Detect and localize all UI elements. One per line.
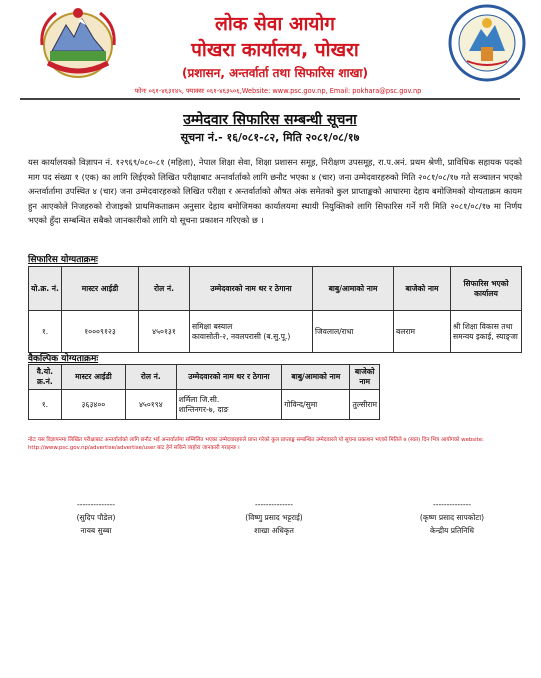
psc-seal-logo bbox=[447, 3, 527, 83]
column-header: रोल नं. bbox=[126, 365, 177, 390]
notice-number: सूचना नं.- १६/०८१-८२, मिति २०८१/०८/१७ bbox=[180, 131, 360, 144]
signature-line: -------------- bbox=[77, 500, 115, 509]
signatory-name: (कृष्ण प्रसाद सापकोटा) bbox=[419, 513, 485, 522]
merit-list-title: सिफारिस योग्यताक्रमः bbox=[28, 255, 98, 265]
office-cell: श्री शिक्षा विकास तथा समन्वय इकाई, स्याङ्जा bbox=[451, 311, 522, 353]
column-header: उम्मेदवारको नाम थर र ठेगाना bbox=[190, 267, 313, 311]
candidate-cell bbox=[176, 390, 282, 420]
signatory-title: केन्द्रीय प्रतिनिधि bbox=[430, 526, 474, 535]
column-header: बाजेको नाम bbox=[394, 267, 451, 311]
signatory-title: शाखा अधिकृत bbox=[254, 526, 294, 535]
signatory-name: (विष्णु प्रसाद भट्टराई) bbox=[245, 513, 303, 522]
org-name: लोक सेवा आयोग bbox=[214, 13, 335, 35]
notice-title: उम्मेदवार सिफारिस सम्बन्धी सूचना bbox=[183, 112, 357, 128]
division-name: (प्रशासन, अन्तर्वार्ता तथा सिफारिस शाखा) bbox=[181, 66, 369, 80]
merit-list-table bbox=[28, 266, 522, 353]
candidate-address: शान्तिनगर-७, दाङ bbox=[178, 404, 229, 414]
column-header: मास्टर आईडी bbox=[61, 365, 125, 390]
column-header: रोल नं. bbox=[139, 267, 190, 311]
grandfather-cell: तुल्सीराम bbox=[350, 390, 380, 420]
alternate-list-table bbox=[28, 364, 380, 420]
roll-cell: ४५०१३१ bbox=[139, 311, 190, 353]
signature-block bbox=[36, 498, 156, 537]
column-header: उम्मेदवारको नाम थर र ठेगाना bbox=[176, 365, 282, 390]
signature-block bbox=[392, 498, 512, 537]
grandfather-cell: बलराम bbox=[394, 311, 451, 353]
serial-cell: १. bbox=[29, 311, 62, 353]
alternate-list-title: वैकल्पिक योग्यताक्रमः bbox=[28, 354, 99, 364]
signatory-name: (सुदिप पौडेल) bbox=[76, 513, 116, 522]
column-header: बाबु/आमाको नाम bbox=[313, 267, 394, 311]
office-name: पोखरा कार्यालय, पोखरा bbox=[191, 39, 359, 61]
table-row bbox=[29, 390, 380, 420]
column-header: सिफारिस भएको कार्यालय bbox=[451, 267, 522, 311]
candidate-name: शर्मिला जि.सी. bbox=[178, 394, 220, 404]
nepal-emblem-logo bbox=[38, 5, 118, 81]
master-id-cell: १०००९१२३ bbox=[62, 311, 139, 353]
column-header: वै.यो. क्र.नं. bbox=[29, 365, 62, 390]
column-header: यो.क्र. नं. bbox=[29, 267, 62, 311]
column-header: बाजेको नाम bbox=[350, 365, 380, 390]
parents-cell: जिवलाल/राधा bbox=[313, 311, 394, 353]
candidate-address: कावासोती-२, नवलपरासी (ब.सु.पू.) bbox=[192, 331, 291, 341]
candidate-name: समिक्षा बस्याल bbox=[192, 321, 233, 331]
serial-cell: १. bbox=[29, 390, 62, 420]
roll-cell: ४५०१९४ bbox=[126, 390, 177, 420]
contact-info: फोनः ०६१-४६३१४५, फ्याक्सः ०६१-४६३५०६,Website: www.psc.gov.np, Email: pokhara@psc.gov.np bbox=[134, 87, 422, 95]
candidate-cell bbox=[190, 311, 313, 353]
signature-line: -------------- bbox=[255, 500, 293, 509]
signature-block bbox=[214, 498, 334, 537]
parents-cell: गोविन्द/सुमा bbox=[282, 390, 350, 420]
signature-line: -------------- bbox=[433, 500, 471, 509]
master-id-cell: ३६३४०० bbox=[61, 390, 125, 420]
column-header: मास्टर आईडी bbox=[62, 267, 139, 311]
column-header: बाबु/आमाको नाम bbox=[282, 365, 350, 390]
signatory-title: नायब सुब्बा bbox=[80, 526, 112, 535]
table-row bbox=[29, 311, 522, 353]
header-divider bbox=[20, 98, 520, 100]
footnote: नोटः यस विज्ञापनमा लिखित परीक्षाबाट अन्तर्वार्ताको लागि छनौट भई अन्तर्वार्तामा सम्मिलित भएका उम्मेदवारहरुले प्राप्त गरेको कुल प्राप्ताङ्क सम्बन्धित उम्मेदवारले यो सूचना प्रकाशन भएको मितिले ७ (सात) दिन भित्र आयोगको website: http://www.psc.gov.np/advertise/advertise/user बाट हेर्न सकिने व्यहोरा जानकारी गराइन्छ । bbox=[28, 437, 484, 451]
notice-body: यस कार्यालयको विज्ञापन नं. १२९६९/०८०-८१ (महिला), नेपाल शिक्षा सेवा, शिक्षा प्रशासन समूह, निरीक्षण उपसमूह, रा.प.अनं. प्रथम श्रेणी, प्राविधिक सहायक पदको माग पद संख्या १ (एक) का लागि लिईएको लिखित परीक्षाबाट अन्तर्वार्ताको लागि छनौट भएका ४ (चार) जना उम्मेदवारहरुको मिति २०८१/०८/१७ गते सञ्चालन भएको अन्तर्वार्तामा उपस्थित ४ (चार) जना उम्मेदवारहरुको लिखित परीक्षा र अन्तर्वार्ताको औषत अंक समेतको कुल प्राप्ताङ्कको आधारमा देहाय बमोजिमको योग्यताक्रम कायम हुन आएकोले निजहरुको रोजाइको प्राथमिकताक्रम अनुसार देहाय बमोजिमका कार्यालयमा स्थायी नियुक्तिको लागि सिफारिस गर्ने गरी मिति २०८१/०८/१७ मा निर्णय भएको हुँदा सम्बन्धित सबैको जानकारीको लागि यो सूचना प्रकाशन गरिएको छ । bbox=[28, 157, 522, 226]
